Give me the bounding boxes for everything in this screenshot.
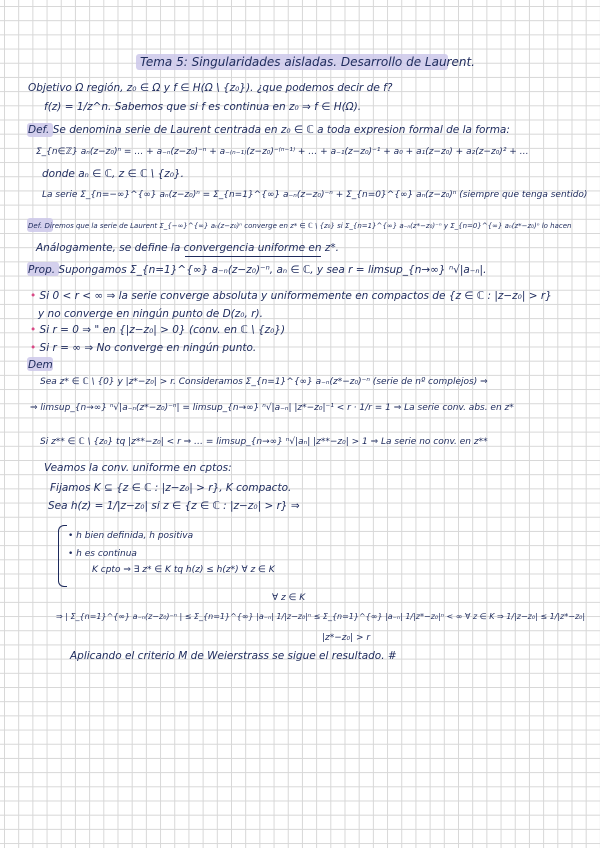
prop-line-1: Prop. Supongamos Σ_{n=1}^{∞} a₋ₙ(z−z₀)⁻ⁿ, aₙ ∈ ℂ, y sea r = limsup_{n→∞} ⁿ√|a₋ₙ|. [28, 264, 487, 276]
bullet-3: • [30, 342, 37, 354]
def-converge-line-1: Def. Diremos que la serie de Laurent Σ_{−∞}^{∞} aₙ(z−z₀)ⁿ converge en z* ∈ ℂ \ {z₀} si Σ_{n=1}^{∞} a₋ₙ(z*−z₀)⁻ⁿ y Σ_{n=0}^{∞} aₙ(z*−z₀)ⁿ lo hacen [28, 222, 572, 230]
def-laurent-line-1: Def. Se denomina serie de Laurent centrada en z₀ ∈ ℂ a toda expresion formal de la forma: [28, 124, 510, 136]
dem-line-3: Si z** ∈ ℂ \ {z₀} tq |z**−z₀| < r ⇒ … = limsup_{n→∞} ⁿ√|aₙ| |z**−z₀| > 1 ⇒ La serie no conv. en z** [40, 437, 488, 447]
prop-line-4-text: Si r = 0 ⇒ " en {|z−z₀| > 0} (conv. en ℂ \ {z₀}) [39, 324, 286, 336]
prop-line-4 [30, 324, 285, 337]
dem-line-7: ⇒ | Σ_{n=1}^{∞} a₋ₙ(z−z₀)⁻ⁿ | ≤ Σ_{n=1}^{∞} |a₋ₙ| 1/|z−z₀|ⁿ ≤ Σ_{n=1}^{∞} |a₋ₙ| 1/|z*−z₀|ⁿ < ∞ ∀ z ∈ K ⇒ 1/|z−z₀| ≤ 1/|z*−z₀| [56, 612, 586, 621]
case-1: • h bien definida, h positiva [68, 531, 194, 541]
objetivo-line-2: f(z) = 1/z^n. Sabemos que si f es continua en z₀ ⇒ f ∈ H(Ω). [44, 101, 362, 113]
prop-line-2-text: Si 0 < r < ∞ ⇒ la serie converge absoluta y uniformemente en compactos de {z ∈ ℂ : |z−z₀| > r} [39, 290, 552, 302]
prop-line-2 [30, 290, 552, 303]
def-laurent-line-3: donde aₙ ∈ ℂ, z ∈ ℂ \ {z₀}. [42, 168, 184, 180]
case-2: • h es continua [68, 549, 137, 559]
def-laurent-line-4: La serie Σ_{n=−∞}^{∞} aₙ(z−z₀)ⁿ = Σ_{n=1}^{∞} a₋ₙ(z−z₀)⁻ⁿ + Σ_{n=0}^{∞} aₙ(z−z₀)ⁿ (siempre que tenga sentido) [42, 190, 588, 200]
case-3: K cpto ⇒ ∃ z* ∈ K tq h(z) ≤ h(z*) ∀ z ∈ K [92, 565, 275, 575]
dem-line-2: ⇒ limsup_{n→∞} ⁿ√|a₋ₙ(z*−z₀)⁻ⁿ| = limsup_{n→∞} ⁿ√|a₋ₙ| |z*−z₀|⁻¹ < r · 1/r = 1 ⇒ La serie conv. abs. en z* [30, 403, 514, 413]
dem-line-5: Fijamos K ⊆ {z ∈ ℂ : |z−z₀| > r}, K compacto. [50, 482, 292, 494]
def-laurent-line-2: Σ_{n∈ℤ} aₙ(z−z₀)ⁿ = … + a₋ₙ(z−z₀)⁻ⁿ + a₋₍ₙ₋₁₎(z−z₀)⁻⁽ⁿ⁻¹⁾ + … + a₋₁(z−z₀)⁻¹ + a₀ + a₁(z−z₀) + a₂(z−z₀)² + … [36, 147, 529, 157]
forall-note: ∀ z ∈ K [272, 593, 306, 603]
dem-label: Dem [28, 359, 53, 371]
conv-unif-underline [185, 256, 321, 257]
def-converge-line-2: Análogamente, se define la convergencia uniforme en z*. [36, 242, 339, 254]
prop-line-5-text: Si r = ∞ ⇒ No converge en ningún punto. [39, 342, 257, 354]
dem-line-6: Sea h(z) = 1/|z−z₀| si z ∈ {z ∈ ℂ : |z−z₀| > r} ⇒ [48, 500, 300, 512]
bullet-2: • [30, 324, 37, 336]
prop-line-5 [30, 342, 256, 355]
dem-line-7b: |z*−z₀| > r [322, 633, 371, 643]
cases-bracket [58, 525, 67, 587]
dem-line-8: Aplicando el criterio M de Weierstrass se sigue el resultado. # [70, 650, 397, 662]
page-title: Tema 5: Singularidades aisladas. Desarrollo de Laurent. [140, 55, 475, 69]
prop-line-3: y no converge en ningún punto de D(z₀, r). [38, 308, 263, 320]
objetivo-line-1: Objetivo Ω región, z₀ ∈ Ω y f ∈ H(Ω \ {z₀}). ¿que podemos decir de f? [28, 82, 393, 94]
bullet-1: • [30, 290, 37, 302]
dem-line-4: Veamos la conv. uniforme en cptos: [44, 462, 232, 474]
dem-line-1: Sea z* ∈ ℂ \ {0} y |z*−z₀| > r. Consideramos Σ_{n=1}^{∞} a₋ₙ(z*−z₀)⁻ⁿ (serie de nº complejos) ⇒ [40, 377, 488, 387]
